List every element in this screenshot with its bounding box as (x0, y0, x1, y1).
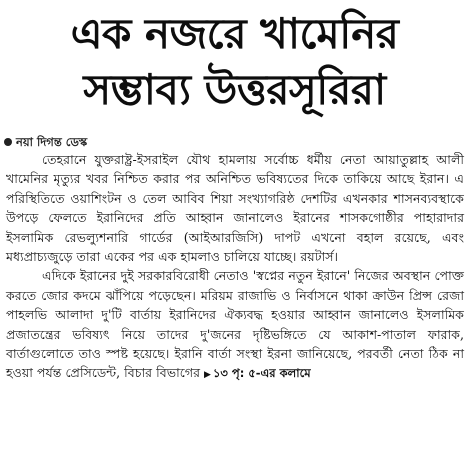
paragraph-1 (6, 150, 464, 266)
paragraph-1-text: তেহরানে যুক্তরাষ্ট্র-ইসরাইল যৌথ হামলায় সর্বোচ্চ ধর্মীয় নেতা আয়াতুল্লাহ আলী খামেনির মৃত্যুর খবর নিশ্চিত করার পর অনিশ্চিত ভবিষ্যতের দিকে তাকিয়ে আছে ইরান। এ পরিস্থিতিতে ওয়াশিংটন ও তেল আবিব শিয়া সংখ্যাগরিষ্ঠ দেশটির এখনকার শাসনব্যবস্থাকে উপড়ে ফেলতে ইরানিদের প্রতি আহ্বান জানালেও ইরানের শাসকগোষ্ঠীর পাহারাদার ইসলামিক রেভল্যুশনারি গার্ডের (আইআরজিসি) দাপট এখনো বহাল রয়েছে, এবং মধ্যপ্রাচ্যজুড়ে তারা একের পর এক হামলাও চালিয়ে যাচ্ছে। রয়টার্স। (6, 152, 464, 265)
headline (0, 6, 469, 118)
byline-text: নয়া দিগন্ত ডেস্ক (16, 135, 88, 149)
right-triangle-icon: ▶ (204, 370, 211, 381)
bullet-icon (4, 138, 12, 146)
article-body (6, 150, 464, 386)
headline-line-1: এক নজরে খামেনির (70, 9, 399, 58)
paragraph-2-text: এদিকে ইরানের দুই সরকারবিরোধী নেতাও 'স্বপ্নের নতুন ইরানে' নিজের অবস্থান পোক্ত করতে জোর কদমে ঝাঁপিয়ে পড়েছেন। মরিয়ম রাজাভি ও নির্বাসনে থাকা ক্রাউন প্রিন্স রেজা পাহলভি আলাদা দু'টি বার্তায় ইরানিদের ঐক্যবদ্ধ হওয়ার আহ্বান জানালেও ইসলামিক প্রজাতন্ত্রের ভবিষ্যৎ নিয়ে তাদের দু'জনের দৃষ্টিভঙ্গিতে যে আকাশ-পাতাল ফারাক, বার্তাগুলোতে তাও স্পষ্ট হয়েছে। ইরানি বার্তা সংস্থা ইরনা জানিয়েছে, পরবর্তী নেতা ঠিক না হওয়া পর্যন্ত প্রেসিডেন্ট, বিচার বিভাগের (6, 268, 464, 381)
headline-line-2: সম্ভাব্য উত্তরসূরিরা (83, 65, 386, 114)
paragraph-2 (6, 266, 464, 385)
continuation-link[interactable] (204, 366, 311, 380)
continuation-text: ১৩ পৃ: ৫-এর কলামে (212, 366, 311, 381)
